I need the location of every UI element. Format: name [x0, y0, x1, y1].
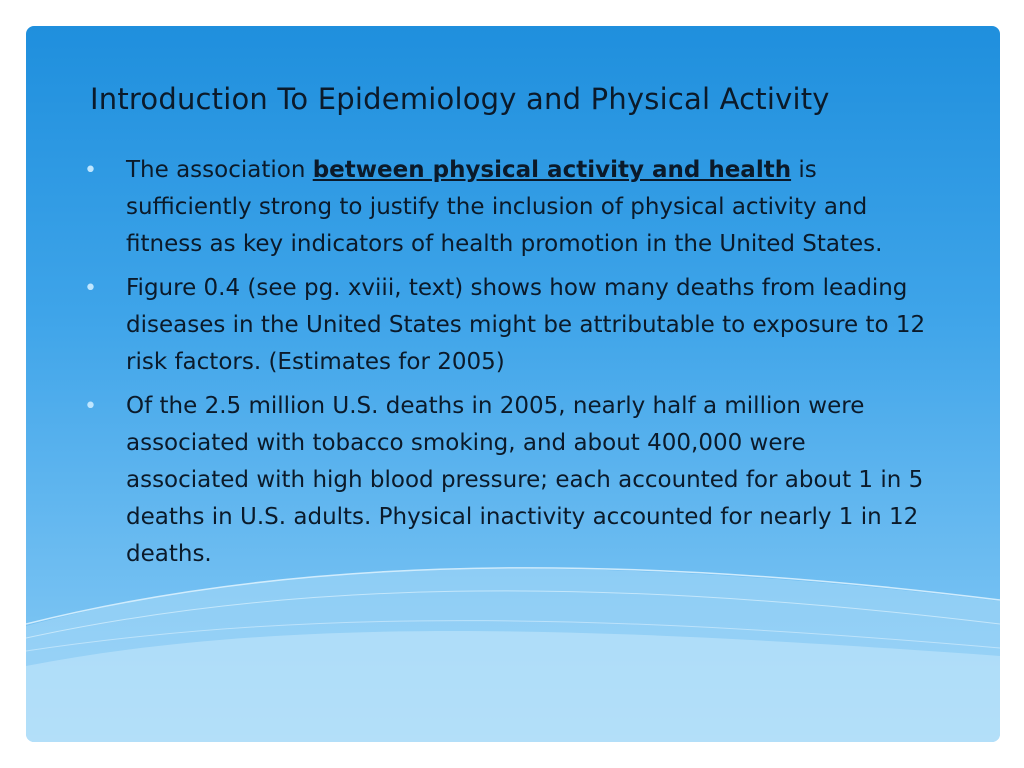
slide — [26, 26, 1000, 742]
emphasized-phrase: between physical activity and health — [312, 157, 792, 183]
bullet-icon: • — [84, 276, 97, 301]
bullet-text: is sufficiently strong to justify the inclusion of physical activity and fitness as key indicators of health promotion in the United States. — [126, 157, 883, 257]
bullet-list — [84, 152, 930, 580]
bullet-icon: • — [84, 158, 97, 183]
bullet-item — [84, 270, 930, 381]
bullet-item — [84, 388, 930, 573]
slide-title: Introduction To Epidemiology and Physical Activity — [90, 82, 830, 116]
bullet-text: Figure 0.4 (see pg. xviii, text) shows how many deaths from leading diseases in the United States might be attributable to exposure to 12 risk factors. (Estimates for 2005) — [126, 275, 926, 375]
bullet-icon: • — [84, 394, 97, 419]
bullet-item — [84, 152, 930, 263]
bullet-text: The association — [126, 157, 313, 183]
bullet-text: Of the 2.5 million U.S. deaths in 2005, nearly half a million were associated with tobacco smoking, and about 400,000 were associated with high blood pressure; each accounted for about 1 in 5 deaths in U.S. adults. Physical inactivity accounted for nearly 1 in 12 deaths. — [126, 393, 924, 567]
